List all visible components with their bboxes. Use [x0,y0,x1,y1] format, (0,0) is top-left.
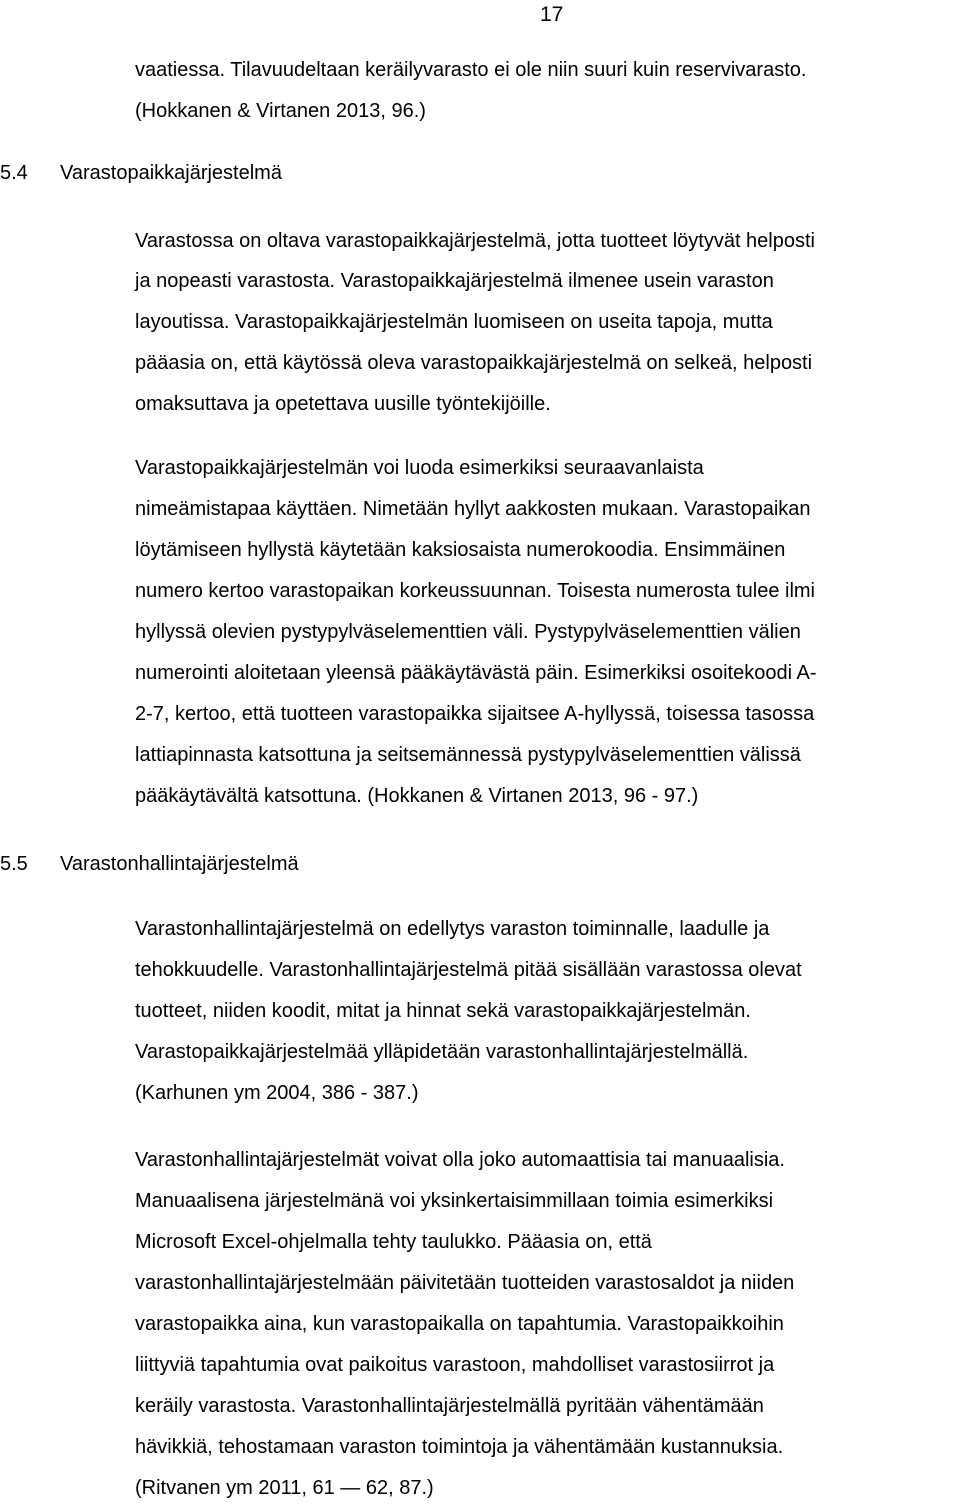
text-line: omaksuttava ja opetettava uusille työntekijöille. [135,393,551,415]
section-heading [0,160,282,186]
text-line: Varastopaikkajärjestelmää ylläpidetään varastonhallintajärjestelmällä. [135,1041,749,1063]
text-line: hyllyssä olevien pystypylväselementtien väli. Pystypylväselementtien välien [135,621,801,643]
text-line: nimeämistapaa käyttäen. Nimetään hyllyt aakkosten mukaan. Varastopaikan [135,498,811,520]
text-line: lattiapinnasta katsottuna ja seitsemännessä pystypylväselementtien välissä [135,744,801,766]
text-line: numero kertoo varastopaikan korkeussuunnan. Toisesta numerosta tulee ilmi [135,580,815,602]
text-line: Microsoft Excel-ohjelmalla tehty taulukko. Pääasia on, että [135,1231,652,1253]
text-line: tehokkuudelle. Varastonhallintajärjestelmä pitää sisällään varastossa olevat [135,959,802,981]
section-number: 5.4 [0,162,28,184]
text-line: tuotteet, niiden koodit, mitat ja hinnat sekä varastopaikkajärjestelmän. [135,1000,751,1022]
text-line: Varastonhallintajärjestelmä on edellytys varaston toiminnalle, laadulle ja [135,918,770,940]
text-line: Varastossa on oltava varastopaikkajärjestelmä, jotta tuotteet löytyvät helposti [135,230,815,252]
text-line: (Ritvanen ym 2011, 61 — 62, 87.) [135,1477,434,1499]
text-line: varastonhallintajärjestelmään päivitetään tuotteiden varastosaldot ja niiden [135,1272,795,1294]
section-heading [0,851,299,877]
text-line: layoutissa. Varastopaikkajärjestelmän luomiseen on useita tapoja, mutta [135,311,773,333]
text-line: ja nopeasti varastosta. Varastopaikkajärjestelmä ilmenee usein varaston [135,270,774,292]
page-number: 17 [540,3,564,26]
text-line: Varastopaikkajärjestelmän voi luoda esimerkiksi seuraavanlaista [135,457,704,479]
text-line: Manuaalisena järjestelmänä voi yksinkertaisimmillaan toimia esimerkiksi [135,1190,774,1212]
text-line: liittyviä tapahtumia ovat paikoitus varastoon, mahdolliset varastosiirrot ja [135,1354,775,1376]
text-line: 2-7, kertoo, että tuotteen varastopaikka sijaitsee A-hyllyssä, toisessa tasossa [135,703,815,725]
section-title: Varastopaikkajärjestelmä [60,162,282,184]
text-line: pääkäytävältä katsottuna. (Hokkanen & Virtanen 2013, 96 - 97.) [135,785,699,807]
text-line: Varastonhallintajärjestelmät voivat olla joko automaattisia tai manuaalisia. [135,1149,785,1171]
text-line: löytämiseen hyllystä käytetään kaksiosaista numerokoodia. Ensimmäinen [135,539,786,561]
text-line: (Hokkanen & Virtanen 2013, 96.) [135,100,426,122]
text-line: (Karhunen ym 2004, 386 - 387.) [135,1082,419,1104]
text-line: vaatiessa. Tilavuudeltaan keräilyvarasto ei ole niin suuri kuin reservivarasto. [135,59,807,81]
text-line: numerointi aloitetaan yleensä pääkäytävästä päin. Esimerkiksi osoitekoodi A- [135,662,817,684]
text-line: hävikkiä, tehostamaan varaston toimintoja ja vähentämään kustannuksia. [135,1436,784,1458]
section-title: Varastonhallintajärjestelmä [60,853,299,875]
text-line: keräily varastosta. Varastonhallintajärjestelmällä pyritään vähentämään [135,1395,764,1417]
text-line: varastopaikka aina, kun varastopaikalla on tapahtumia. Varastopaikkoihin [135,1313,784,1335]
section-number: 5.5 [0,853,28,875]
text-line: pääasia on, että käytössä oleva varastopaikkajärjestelmä on selkeä, helposti [135,352,813,374]
